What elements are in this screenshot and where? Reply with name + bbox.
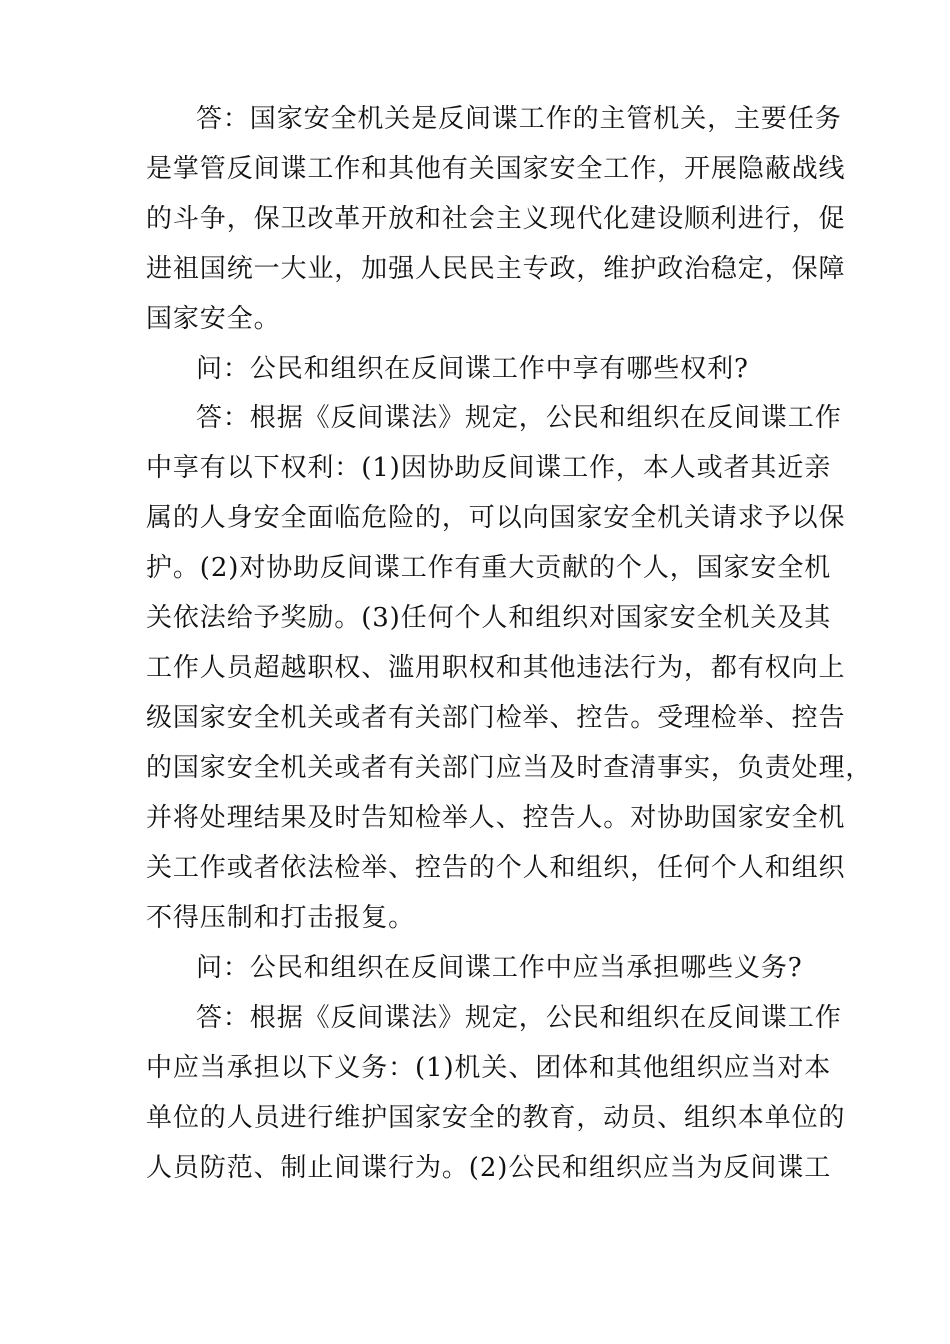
answer-1-line-5: 国家安全。 xyxy=(146,304,281,334)
answer-2-line-7: 级国家安全机关或者有关部门检举、控告。受理检举、控告 xyxy=(146,703,846,733)
answer-1-line-2: 是掌管反间谍工作和其他有关国家安全工作，开展隐蔽战线 xyxy=(146,154,846,184)
answer-2-line-4: 护。(2)对协助反间谍工作有重大贡献的个人，国家安全机 xyxy=(146,553,832,583)
answer-2-line-6: 工作人员超越职权、滥用职权和其他违法行为，都有权向上 xyxy=(146,653,846,683)
answer-2-line-3: 属的人身安全面临危险的，可以向国家安全机关请求予以保 xyxy=(146,503,846,533)
answer-2-line-11: 不得压制和打击报复。 xyxy=(146,903,416,933)
answer-3-line-1: 答：根据《反间谍法》规定，公民和组织在反间谍工作 xyxy=(196,1003,842,1033)
answer-3-line-4: 人员防范、制止间谍行为。(2)公民和组织应当为反间谍工 xyxy=(146,1153,832,1183)
answer-2-line-1: 答：根据《反间谍法》规定，公民和组织在反间谍工作 xyxy=(196,403,842,433)
answer-1-line-3: 的斗争，保卫改革开放和社会主义现代化建设顺利进行，促 xyxy=(146,204,846,234)
answer-2-line-9: 并将处理结果及时告知检举人、控告人。对协助国家安全机 xyxy=(146,803,846,833)
answer-2-line-10: 关工作或者依法检举、控告的个人和组织，任何个人和组织 xyxy=(146,853,846,883)
answer-1-line-4: 进祖国统一大业，加强人民民主专政，维护政治稳定，保障 xyxy=(146,254,846,284)
answer-3-line-3: 单位的人员进行维护国家安全的教育，动员、组织本单位的 xyxy=(146,1103,846,1133)
question-3: 问：公民和组织在反间谍工作中应当承担哪些义务? xyxy=(196,953,803,983)
answer-2-line-2: 中享有以下权利：(1)因协助反间谍工作，本人或者其近亲 xyxy=(146,453,832,483)
question-2: 问：公民和组织在反间谍工作中享有哪些权利? xyxy=(196,354,749,384)
answer-2-line-5: 关依法给予奖励。(3)任何个人和组织对国家安全机关及其 xyxy=(146,603,832,633)
answer-3-line-2: 中应当承担以下义务：(1)机关、团体和其他组织应当对本 xyxy=(146,1053,832,1083)
answer-2-line-8: 的国家安全机关或者有关部门应当及时查清事实，负责处理， xyxy=(146,753,873,783)
answer-1-line-1: 答：国家安全机关是反间谍工作的主管机关，主要任务 xyxy=(196,104,842,134)
